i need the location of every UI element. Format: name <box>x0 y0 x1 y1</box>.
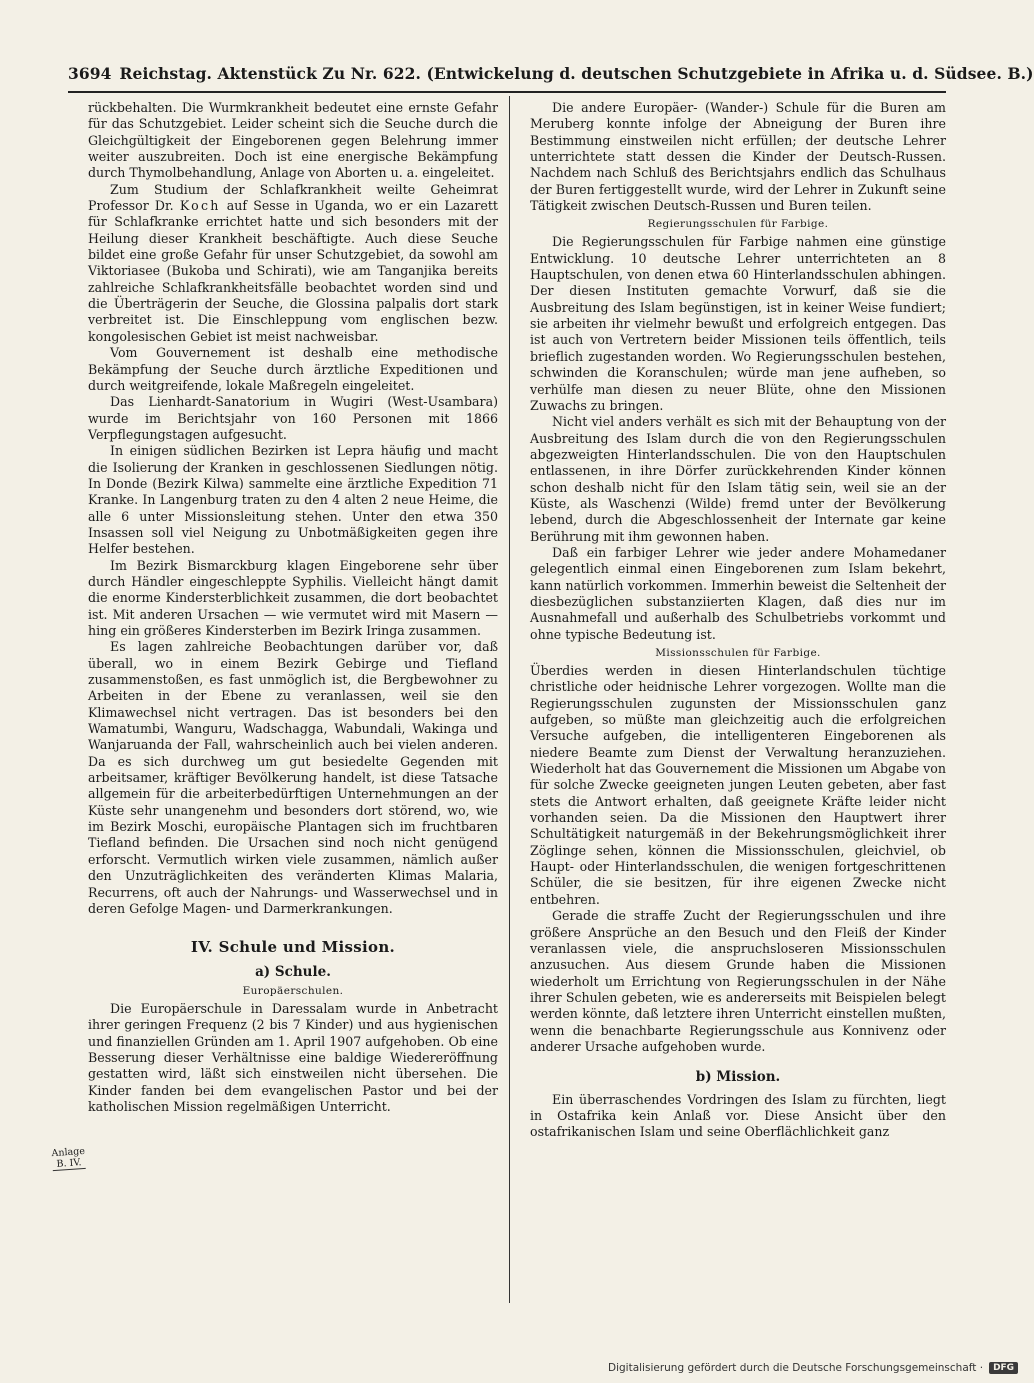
header-rule <box>68 91 946 93</box>
paragraph: Daß ein farbiger Lehrer wie jeder andere Mohamedaner gelegentlich einmal einen Eingeborenen zum Islam bekehrt, kann natürlich vorkommen. Immerhin beweist die Seltenheit der diesbezüglichen substanziierten Klagen, daß dies nur im Ausnahmefall und außerhalb des Schulbetriebs vorkommt und ohne typische Bedeutung ist. <box>530 544 946 642</box>
paragraph: Die Europäerschule in Daressalam wurde in Anbetracht ihrer geringen Frequenz (2 bis 7 Kinder) und aus hygienischen und finanziellen Gründen am 1. April 1907 aufgehoben. Ob eine Besserung dieser Verhältnisse eine baldige Wiedereröffnung gestatten wird, läßt sich einstweilen nicht übersehen. Die Kinder fanden bei dem evangelischen Pastor und bei der katholischen Mission regelmäßigen Unterricht. <box>88 1000 498 1114</box>
footer-text: Digitalisierung gefördert durch die Deutsche Forschungsgemeinschaft · <box>608 1362 984 1374</box>
minor-heading: Missionsschulen für Farbige. <box>655 647 821 659</box>
paragraph: Nicht viel anders verhält es sich mit der Behauptung von der Ausbreitung des Islam durch die von den Regierungsschulen abgezweigten Hinterlandsschulen. Die von den Hauptschulen entlassenen, in ihre Dörfer zurückkehrenden Kinder können schon deshalb nicht für den Islam tätig sein, weil sie an der Küste, als Waschenzi (Wilde) fremd unter der Bevölkerung lebend, durch die Abgeschlossenheit der Internate gar keine Berührung mit ihm gewonnen haben. <box>530 414 946 544</box>
paragraph: Das Lienhardt-Sanatorium in Wugiri (West-Usambara) wurde im Berichtsjahr von 160 Personen mit 1866 Verpflegungstagen aufgesucht. <box>88 394 498 442</box>
paragraph: Ein überraschendes Vordringen des Islam zu fürchten, liegt in Ostafrika kein Anlaß vor. Diese Ansicht über den ostafrikanischen Islam und seine Oberflächlichkeit ganz <box>530 1091 946 1140</box>
paragraph: Gerade die straffe Zucht der Regierungsschulen und ihre größere Ansprüche an den Besuch und den Fleiß der Kinder veranlassen viele, die anspruchsloseren Missionsschulen anzusuchen. Aus diesem Grunde haben die Missionen wiederholt um Errichtung von Regierungsschulen in der Nähe ihrer Schulen gebeten, wie es andererseits mit Beispielen belegt werden könnte, daß letztere ihren Unterricht einstellen mußten, wenn die benachbarte Regierungsschule aus Konnivenz oder anderer Ursache aufgehoben wurde. <box>530 908 946 1054</box>
person-name: Koch <box>179 198 221 214</box>
margin-note <box>51 1146 86 1171</box>
paragraph: Die andere Europäer- (Wander-) Schule für die Buren am Meruberg konnte infolge der Abneigung der Buren ihre Bestimmung einstweilen nicht erfüllen; der deutsche Lehrer unterrichtete statt dessen die Kinder der Deutsch-Russen. Nachdem nach Schluß des Berichtsjahrs endlich das Schulhaus der Buren fertiggestellt wurde, wird der Lehrer in Zukunft seine Tätigkeit zwischen Deutsch-Russen und Buren teilen. <box>530 100 946 214</box>
dfg-logo: DFG <box>989 1362 1018 1374</box>
column-divider <box>509 96 510 1303</box>
subsection-heading: a) Schule. <box>255 963 331 980</box>
paragraph: Es lagen zahlreiche Beobachtungen darüber vor, daß überall, wo in einem Bezirk Gebirge und Tiefland zusammenstoßen, es fast unmöglich ist, die Bergbewohner zu Arbeiten in der Ebene zu veranlassen, weil sie den Klimawechsel nicht vertragen. Das ist besonders bei den Wamatumbi, Wanguru, Wadschagga, Wabundali, Wakinga und Wanjaruanda der Fall, wahrscheinlich auch bei vielen anderen. Da es sich durchweg um gut besiedelte Gegenden mit arbeitsamer, kräftiger Bevölkerung handelt, ist diese Tatsache allgemein für die arbeiterbedürftigen Unternehmungen an der Küste sehr unangenehm und besonders dort störend, wo, wie im Bezirk Moschi, europäische Plantagen sich im fruchtbaren Tiefland befinden. Die Ursachen sind noch nicht genügend erforscht. Vermutlich wirken viele zusammen, nämlich außer den Unzuträglichkeiten des veränderten Klimas Malaria, Recurrens, oft auch der Nahrungs- und Wasserwechsel und in deren Gefolge Magen- und Darmerkrankungen. <box>88 639 498 916</box>
paragraph: Im Bezirk Bismarckburg klagen Eingeborene sehr über durch Händler eingeschleppte Syphilis. Vielleicht hängt damit die enorme Kindersterblichkeit zusammen, die dort beobachtet ist. Mit anderen Ursachen — wie vermutet wird mit Masern — hing ein größeres Kindersterben im Bezirk Iringa zusammen. <box>88 557 498 638</box>
right-column <box>530 100 946 1141</box>
section-heading: IV. Schule und Mission. <box>190 938 396 957</box>
left-column <box>88 100 498 1115</box>
margin-note-line2: B. IV. <box>52 1157 86 1171</box>
minor-heading: Europäerschulen. <box>242 984 344 997</box>
paragraph <box>88 182 498 345</box>
text-run: auf Sesse in Uganda, wo er ein Lazarett für Schlafkranke errichtet hatte und sich besonders mit der Heilung dieser Krankheit beschäftigte. Auch diese Seuche bildet eine große Gefahr für unser Schutzgebiet, da sowohl am Viktoriasee (Bukoba und Schirati), wie am Tanganjika bereits zahlreiche Schlafkrankheitsfälle beobachtet worden sind und die Überträgerin der Seuche, die Glossina palpalis dort stark verbreitet ist. Die Einschleppung vom englischen bezw. kongolesischen Gebiet ist meist nachweisbar. <box>88 198 498 344</box>
paragraph: Überdies werden in diesen Hinterlandschulen tüchtige christliche oder heidnische Lehrer vorgezogen. Wollte man die Regierungsschulen zugunsten der Missionsschulen ganz aufgeben, so müßte man gleichzeitig auch die erfolgreichen Versuche aufgeben, die intelligenteren Eingeborenen als niedere Beamte zum Dienst der Verwaltung heranzuziehen. Wiederholt hat das Gouvernement die Missionen um Abgabe von für solche Zwecke geeigneten jungen Leuten gebeten, aber fast stets die Antwort erhalten, daß geeignete Kräfte leider nicht vorhanden seien. Da die Missionen den Hauptwert ihrer Schultätigkeit naturgemäß in der Bekehrungsmöglichkeit ihrer Zöglinge sehen, können die Missionsschulen, gleichviel, ob Haupt- oder Hinterlandsschulen, die wenigen fortgeschrittenen Schüler, die sie besitzen, für ihre eigenen Zwecke nicht entbehren. <box>530 663 946 907</box>
page-number: 3694 <box>68 64 112 83</box>
text-run: Zum Studium der Schlafkrankheit weilte Geheimrat Professor Dr. <box>88 181 498 214</box>
minor-heading: Regierungsschulen für Farbige. <box>647 218 829 231</box>
paragraph: In einigen südlichen Bezirken ist Lepra häufig und macht die Isolierung der Kranken in geschlossenen Siedlungen nötig. In Donde (Bezirk Kilwa) sammelte eine ärztliche Expedition 71 Kranke. In Langenburg traten zu den 4 alten 2 neue Heime, die alle 6 unter Missionsleitung stehen. Unter den etwa 350 Insassen soll viel Neigung zu Unbotmäßigkeiten gegen ihre Helfer bestehen. <box>88 443 498 557</box>
margin-note-line1: Anlage <box>51 1145 86 1160</box>
digitization-footer <box>608 1362 1018 1374</box>
paragraph: Vom Gouvernement ist deshalb eine methodische Bekämpfung der Seuche durch ärztliche Expeditionen und durch weitgreifende, lokale Maßregeln eingeleitet. <box>88 345 498 393</box>
paragraph: Die Regierungsschulen für Farbige nahmen eine günstige Entwicklung. 10 deutsche Lehrer unterrichteten an 8 Hauptschulen, von denen etwa 60 Hinterlandsschulen abhingen. Der diesen Instituten gemachte Vorwurf, daß sie die Ausbreitung des Islam begünstigen, ist in keiner Weise fundiert; sie arbeiten ihr vielmehr bewußt und erfolgreich entgegen. Das ist auch von Vertretern beider Missionen teils öffentlich, teils brieflich zugestanden worden. Wo Regierungsschulen bestehen, schwinden die Koranschulen; würde man jene aufheben, so verhülfe man diesen zu neuer Blüte, ohne den Missionen Zuwachs zu bringen. <box>530 234 946 413</box>
running-title: Reichstag. Aktenstück Zu Nr. 622. (Entwickelung d. deutschen Schutzgebiete in Afrika u. d. Südsee. B.) <box>119 64 1034 83</box>
paragraph: rückbehalten. Die Wurmkrankheit bedeutet eine ernste Gefahr für das Schutzgebiet. Leider scheint sich die Seuche durch die Gleichgültigkeit der Eingeborenen gegen Belehrung immer weiter auszubreiten. Doch ist eine energische Bekämpfung durch Thymolbehandlung, Anlage von Aborten u. a. eingeleitet. <box>88 100 498 181</box>
page-header <box>68 64 1034 83</box>
subsection-heading: b) Mission. <box>695 1069 781 1086</box>
